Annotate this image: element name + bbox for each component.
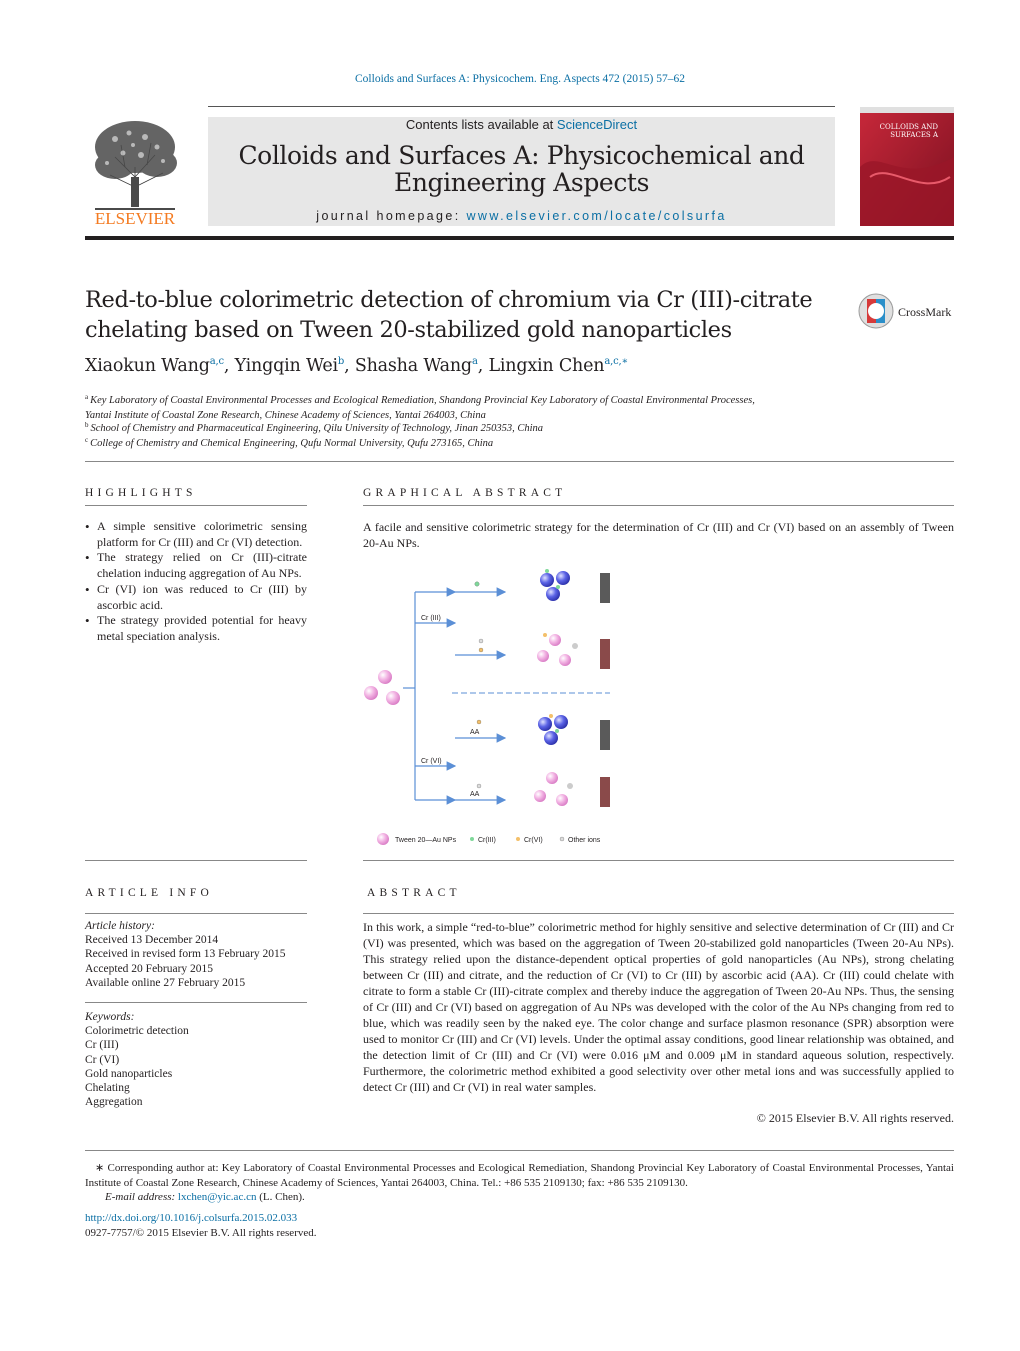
dispersed-nanoparticles — [537, 633, 578, 666]
contents-available — [208, 117, 835, 132]
affiliation-marker: c — [85, 436, 89, 444]
author-name: Lingxin Chen — [488, 356, 605, 376]
section-divider — [363, 860, 954, 861]
svg-text:Cr(VI): Cr(VI) — [524, 837, 543, 844]
highlight-item: • The strategy provided potential for heavy metal speciation analysis. — [85, 613, 307, 644]
article-title-line-2: chelating based on Tween 20-stabilized gold nanoparticles — [85, 317, 732, 343]
article-title-line-1: Red-to-blue colorimetric detection of chromium via Cr (III)-citrate — [85, 287, 813, 313]
aggregated-cluster — [538, 714, 568, 745]
affiliation-text: Key Laboratory of Coastal Environmental Processes and Ecological Remediation, Shandong Provincial Key Laboratory of Coastal Environmental Processes, — [90, 395, 755, 406]
tube-blue — [600, 720, 610, 750]
author-list — [85, 356, 628, 376]
affiliation-c — [85, 433, 493, 452]
highlight-item: • A simple sensitive colorimetric sensing platform for Cr (III) and Cr (VI) detection. — [85, 519, 307, 550]
history-entry: Available online 27 February 2015 — [85, 976, 246, 989]
abstract-text: In this work, a simple “red-to-blue” colorimetric method for highly sensitive and selective determination of Cr (III) and Cr (VI) was presented, which was based on the aggregation of Tween 20-stabilized gold nanoparticles (Tween 20-Au NPs). This strategy relied upon the distance-dependent optical properties of gold nanoparticles (Au NPs), strong chelating between Cr (III) and citrate, and the reduction of Cr (VI) to Cr (III) by ascorbic acid (AA). Cr (III) could chelate with citrate to form a stable Cr (III)-citrate complex and thereby induce the aggregation of Tween 20-Au NPs. Thus, the sensing of Cr (III) and Cr (VI) based on aggregation of Au NPs was developed with the color of the Au NPs changing from red to blue, which was readily seen by the naked eye. The color change and surface plasmon resonance (SPR) absorption were used to monitor Cr (III) and Cr (VI) levels. Under the optimal assay conditions, good linear relationship was obtained, and the detection limit of Cr (III) and Cr (VI) were 0.016 μM and 0.009 μM in standard aqueous solution, respectively. Furthermore, the colorimetric method exhibited a good selectivity over other metal ions and was successfully applied to detect Cr (III) and Cr (VI) in real water samples. — [363, 920, 954, 1094]
graphical-abstract-figure[interactable] — [355, 560, 635, 850]
author-separator: , — [477, 356, 489, 376]
crossmark-badge[interactable] — [858, 291, 958, 331]
affiliation-marker: b — [85, 421, 89, 429]
svg-text:Cr(III): Cr(III) — [478, 837, 496, 844]
aggregated-cluster — [540, 569, 570, 601]
journal-homepage — [208, 209, 835, 223]
tube-red — [600, 639, 610, 669]
author-affil-sup[interactable]: a,c — [209, 356, 224, 367]
contents-prefix: Contents lists available at — [405, 117, 557, 132]
keywords-rule — [85, 1002, 307, 1003]
sciencedirect-link[interactable]: ScienceDirect — [556, 117, 638, 132]
highlight-item: • The strategy relied on Cr (III)-citrate chelation inducing aggregation of Au NPs. — [85, 550, 307, 581]
email-label: E-mail address: — [105, 1191, 178, 1203]
section-divider — [85, 461, 954, 462]
graphical-abstract-text: A facile and sensitive colorimetric strategy for the determination of Cr (III) and Cr (VI) based on an assembly of Tween 20-Au NPs. — [363, 520, 954, 550]
affiliation-text: Yantai Institute of Coastal Zone Research, Chinese Academy of Sciences, Yantai 264003, China — [85, 409, 486, 421]
copyright-notice: © 2015 Elsevier B.V. All rights reserved. — [756, 1111, 954, 1125]
email-suffix: (L. Chen). — [256, 1191, 305, 1203]
keywords-list — [85, 1010, 307, 1109]
dispersed-nanoparticles — [534, 772, 573, 806]
svg-text:Tween 20—Au NPs: Tween 20—Au NPs — [395, 837, 457, 844]
keyword: Gold nanoparticles — [85, 1067, 173, 1080]
homepage-prefix: journal homepage: — [316, 209, 467, 223]
journal-cover-image[interactable] — [860, 107, 954, 226]
journal-title-line-1: Colloids and Surfaces A: Physicochemical and — [238, 141, 805, 170]
article-history — [85, 919, 307, 990]
article-title — [85, 285, 845, 345]
affiliation-marker: a — [85, 393, 89, 401]
abstract-rule — [363, 913, 954, 914]
journal-cover-graphic — [860, 107, 954, 226]
author-name: Shasha Wang — [354, 356, 472, 376]
svg-text:ELSEVIER: ELSEVIER — [94, 209, 176, 227]
issn-copyright: 0927-7757/© 2015 Elsevier B.V. All rights reserved. — [85, 1227, 317, 1239]
svg-text:COLLOIDS AND: COLLOIDS AND — [879, 123, 938, 131]
corresponding-author-text: ∗ Corresponding author at: Key Laboratory of Coastal Environmental Processes and Ecological Remediation, Shandong Provincial Key Laboratory of Coastal Environmental Processes, Yantai Institute of Coastal Zone Research, Chinese Academy of Sciences, Yantai 264003, China. Tel.: +86 535 2109130; fax: +86 535 2109130. — [85, 1162, 954, 1189]
svg-text:Other ions: Other ions — [568, 837, 601, 844]
author-name: Xiaokun Wang — [85, 356, 210, 376]
highlights-rule — [85, 505, 307, 506]
header-top-rule — [208, 106, 835, 107]
footer-divider — [85, 1150, 954, 1151]
graphical-abstract-heading: GRAPHICAL ABSTRACT — [363, 487, 567, 499]
svg-text:AA: AA — [470, 791, 480, 798]
homepage-link[interactable]: www.elsevier.com/locate/colsurfa — [466, 209, 727, 223]
crossmark-icon — [858, 291, 958, 331]
corresponding-author-footnote — [85, 1161, 954, 1205]
doi-link[interactable]: http://dx.doi.org/10.1016/j.colsurfa.2015.02.033 — [85, 1212, 298, 1224]
highlights-heading: HIGHLIGHTS — [85, 487, 197, 499]
article-info-heading: ARTICLE INFO — [85, 887, 213, 899]
journal-title — [208, 142, 835, 196]
elsevier-logo — [85, 117, 185, 227]
svg-text:Cr (VI): Cr (VI) — [421, 758, 442, 765]
graphical-abstract-rule — [363, 505, 954, 506]
email-line — [85, 1190, 954, 1205]
svg-text:AA: AA — [470, 729, 480, 736]
affiliation-text: School of Chemistry and Pharmaceutical Engineering, Qilu University of Technology, Jinan 250353, China — [90, 423, 544, 434]
author-separator: , — [344, 356, 355, 376]
author-separator: , — [223, 356, 235, 376]
history-entry: Accepted 20 February 2015 — [85, 962, 214, 975]
keyword: Colorimetric detection — [85, 1025, 189, 1038]
history-entry: Received 13 December 2014 — [85, 934, 219, 947]
journal-title-line-2: Engineering Aspects — [394, 168, 649, 197]
email-link[interactable]: lxchen@yic.ac.cn — [177, 1191, 257, 1203]
abstract-heading: ABSTRACT — [367, 887, 461, 899]
author-affil-sup[interactable]: a — [471, 356, 478, 367]
highlight-item: • Cr (VI) ion was reduced to Cr (III) by ascorbic acid. — [85, 582, 307, 613]
svg-text:SURFACES A: SURFACES A — [890, 131, 938, 139]
elsevier-tree-icon — [85, 117, 185, 227]
scheme-legend — [377, 833, 601, 845]
author-affil-sup[interactable]: a,c,∗ — [604, 356, 629, 367]
tube-red — [600, 777, 610, 807]
history-entry: Received in revised form 13 February 2015 — [85, 948, 286, 961]
author-name: Yingqin Wei — [234, 356, 338, 376]
keyword: Cr (VI) — [85, 1053, 120, 1066]
branch-lines — [403, 592, 415, 800]
article-info-rule — [85, 913, 307, 914]
svg-text:Cr (III): Cr (III) — [421, 615, 441, 622]
keyword: Cr (III) — [85, 1039, 119, 1052]
keyword: Aggregation — [85, 1096, 143, 1109]
journal-reference[interactable]: Colloids and Surfaces A: Physicochem. Eng. Aspects 472 (2015) 57–62 — [355, 73, 685, 85]
section-divider — [85, 860, 307, 861]
graphical-abstract-scheme — [355, 560, 635, 850]
header-thick-rule — [85, 236, 954, 240]
highlights-list — [85, 519, 307, 645]
author-affil-sup[interactable]: b — [337, 356, 345, 367]
affiliation-text: College of Chemistry and Chemical Engineering, Qufu Normal University, Qufu 273165, China — [90, 438, 494, 449]
svg-text:CrossMark: CrossMark — [898, 305, 952, 319]
tube-blue — [600, 573, 610, 603]
keyword: Chelating — [85, 1082, 130, 1095]
history-label: Article history: — [85, 920, 155, 932]
keywords-label: Keywords: — [85, 1011, 135, 1023]
start-nanoparticles — [364, 670, 400, 705]
